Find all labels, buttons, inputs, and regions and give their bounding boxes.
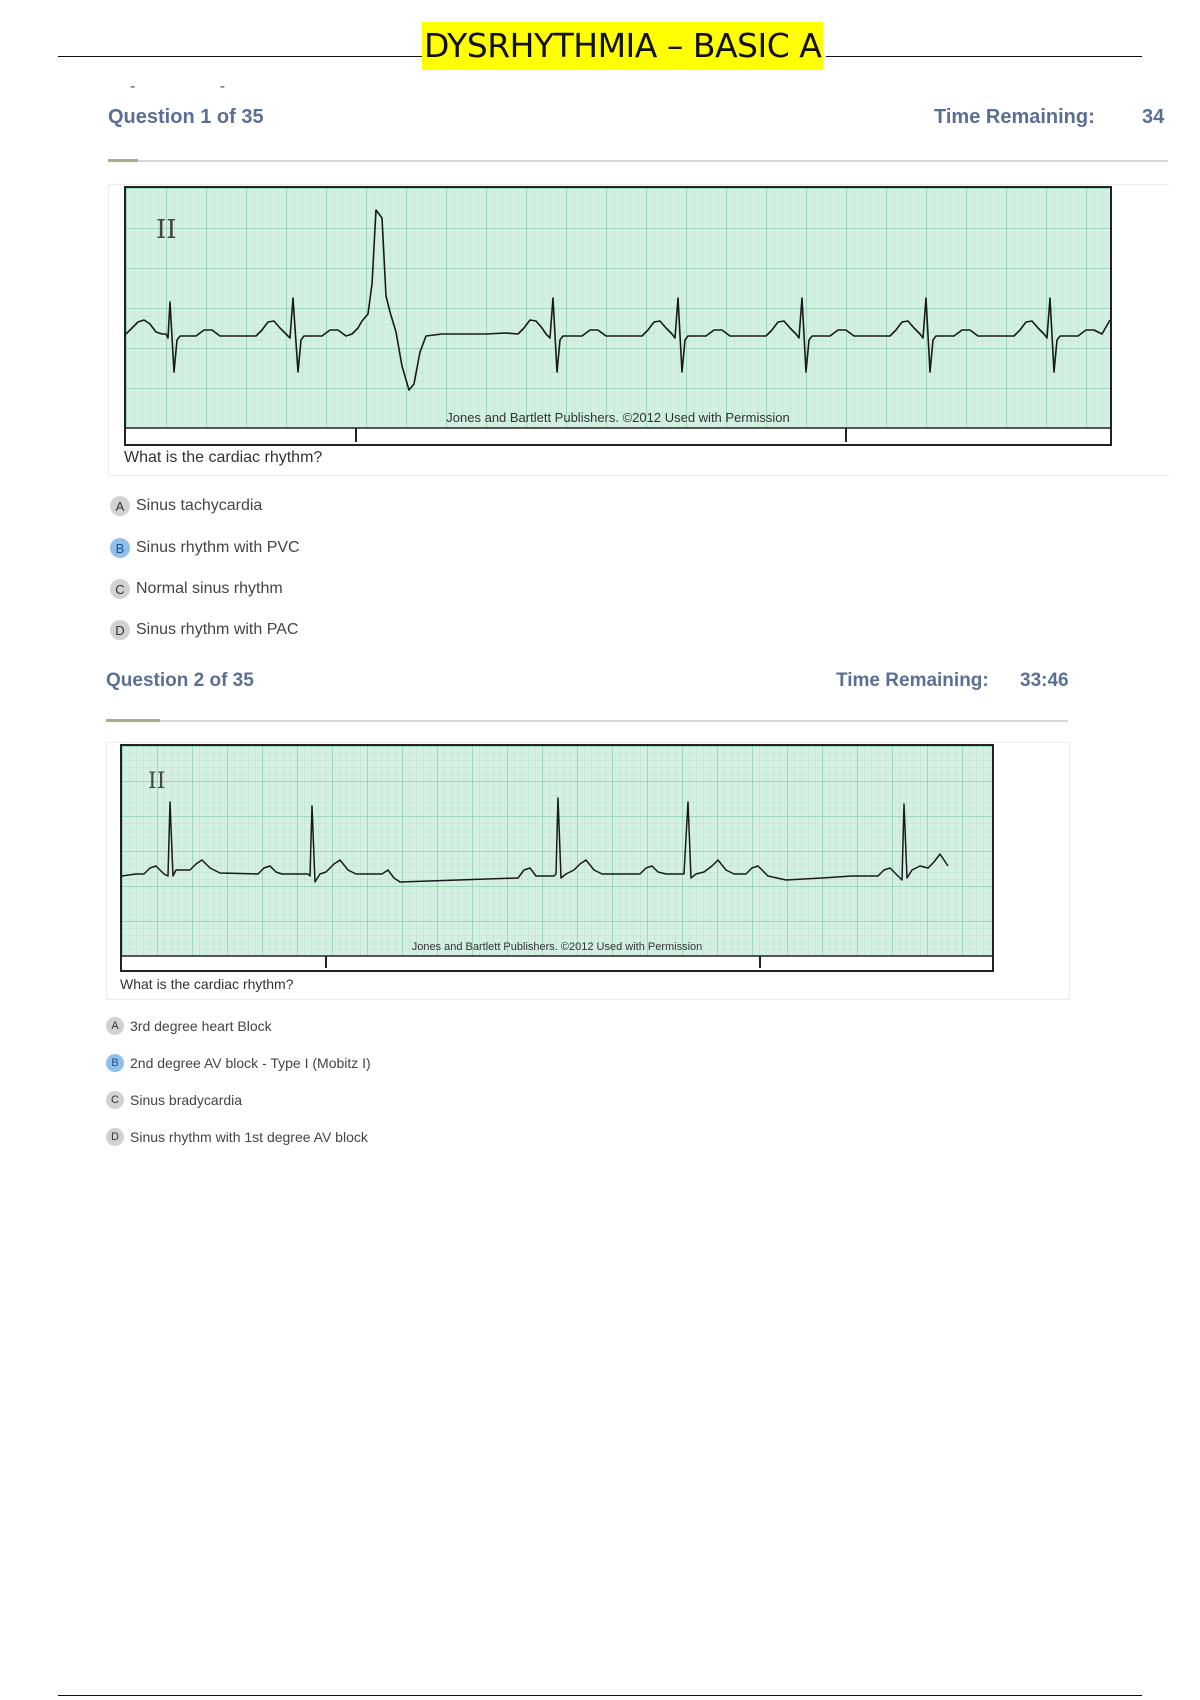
option-letter-badge: B — [110, 538, 130, 558]
option-text: Normal sinus rhythm — [136, 580, 283, 597]
strip-credit: Jones and Bartlett Publishers. ©2012 Used with Permission — [446, 410, 790, 425]
lead-label: II — [148, 769, 166, 794]
time-remaining-label: Time Remaining: — [836, 670, 989, 691]
option-letter-badge: C — [106, 1091, 124, 1109]
option-letter-badge: D — [106, 1128, 124, 1146]
option-text: Sinus bradycardia — [130, 1092, 243, 1108]
option-letter-badge: D — [110, 620, 130, 640]
option-letter-badge: A — [110, 496, 130, 516]
strip-credit: Jones and Bartlett Publishers. ©2012 Used with Permission — [411, 941, 703, 953]
option-text: Sinus rhythm with PAC — [136, 621, 299, 638]
header-rule-right — [826, 56, 1142, 57]
question-number: Question 2 of 35 — [106, 670, 254, 691]
footer-rule — [58, 1695, 1142, 1696]
answer-option-b[interactable] — [106, 1054, 371, 1072]
answer-option-a[interactable] — [106, 1017, 272, 1035]
option-letter-badge: C — [110, 579, 130, 599]
answer-option-c[interactable] — [106, 1091, 242, 1109]
question-divider — [108, 160, 1168, 162]
time-remaining-value: 34 — [1142, 106, 1165, 128]
option-text: 3rd degree heart Block — [130, 1018, 272, 1034]
option-letter-badge: B — [106, 1054, 124, 1072]
ecg-tracing — [126, 188, 1110, 444]
question-number: Question 1 of 35 — [108, 106, 264, 128]
header-rule-left — [58, 56, 422, 57]
lead-label: II — [156, 215, 177, 245]
question-divider — [106, 720, 1068, 722]
question-prompt: What is the cardiac rhythm? — [120, 976, 294, 992]
option-text: Sinus rhythm with PVC — [136, 539, 300, 556]
decorative-marks: - - — [130, 78, 266, 95]
question-header — [108, 106, 1168, 130]
question-divider-accent — [108, 159, 138, 162]
document-title: DYSRHYTHMIA – BASIC A — [422, 22, 823, 70]
time-remaining-value: 33:46 — [1020, 670, 1069, 691]
option-text: Sinus rhythm with 1st degree AV block — [130, 1129, 368, 1145]
option-text: Sinus tachycardia — [136, 497, 263, 514]
answer-option-d[interactable] — [110, 620, 298, 640]
option-letter-badge: A — [106, 1017, 124, 1035]
question-header — [106, 670, 1068, 694]
ecg-strip — [120, 744, 994, 972]
answer-option-c[interactable] — [110, 579, 283, 599]
time-remaining-label: Time Remaining: — [934, 106, 1095, 128]
answer-option-d[interactable] — [106, 1128, 368, 1146]
option-text: 2nd degree AV block - Type I (Mobitz I) — [130, 1055, 371, 1071]
ecg-strip — [124, 186, 1112, 446]
answer-option-a[interactable] — [110, 496, 262, 516]
ecg-tracing — [122, 746, 992, 970]
question-divider-accent — [106, 719, 160, 722]
question-prompt: What is the cardiac rhythm? — [124, 449, 323, 466]
answer-option-b[interactable] — [110, 538, 300, 558]
